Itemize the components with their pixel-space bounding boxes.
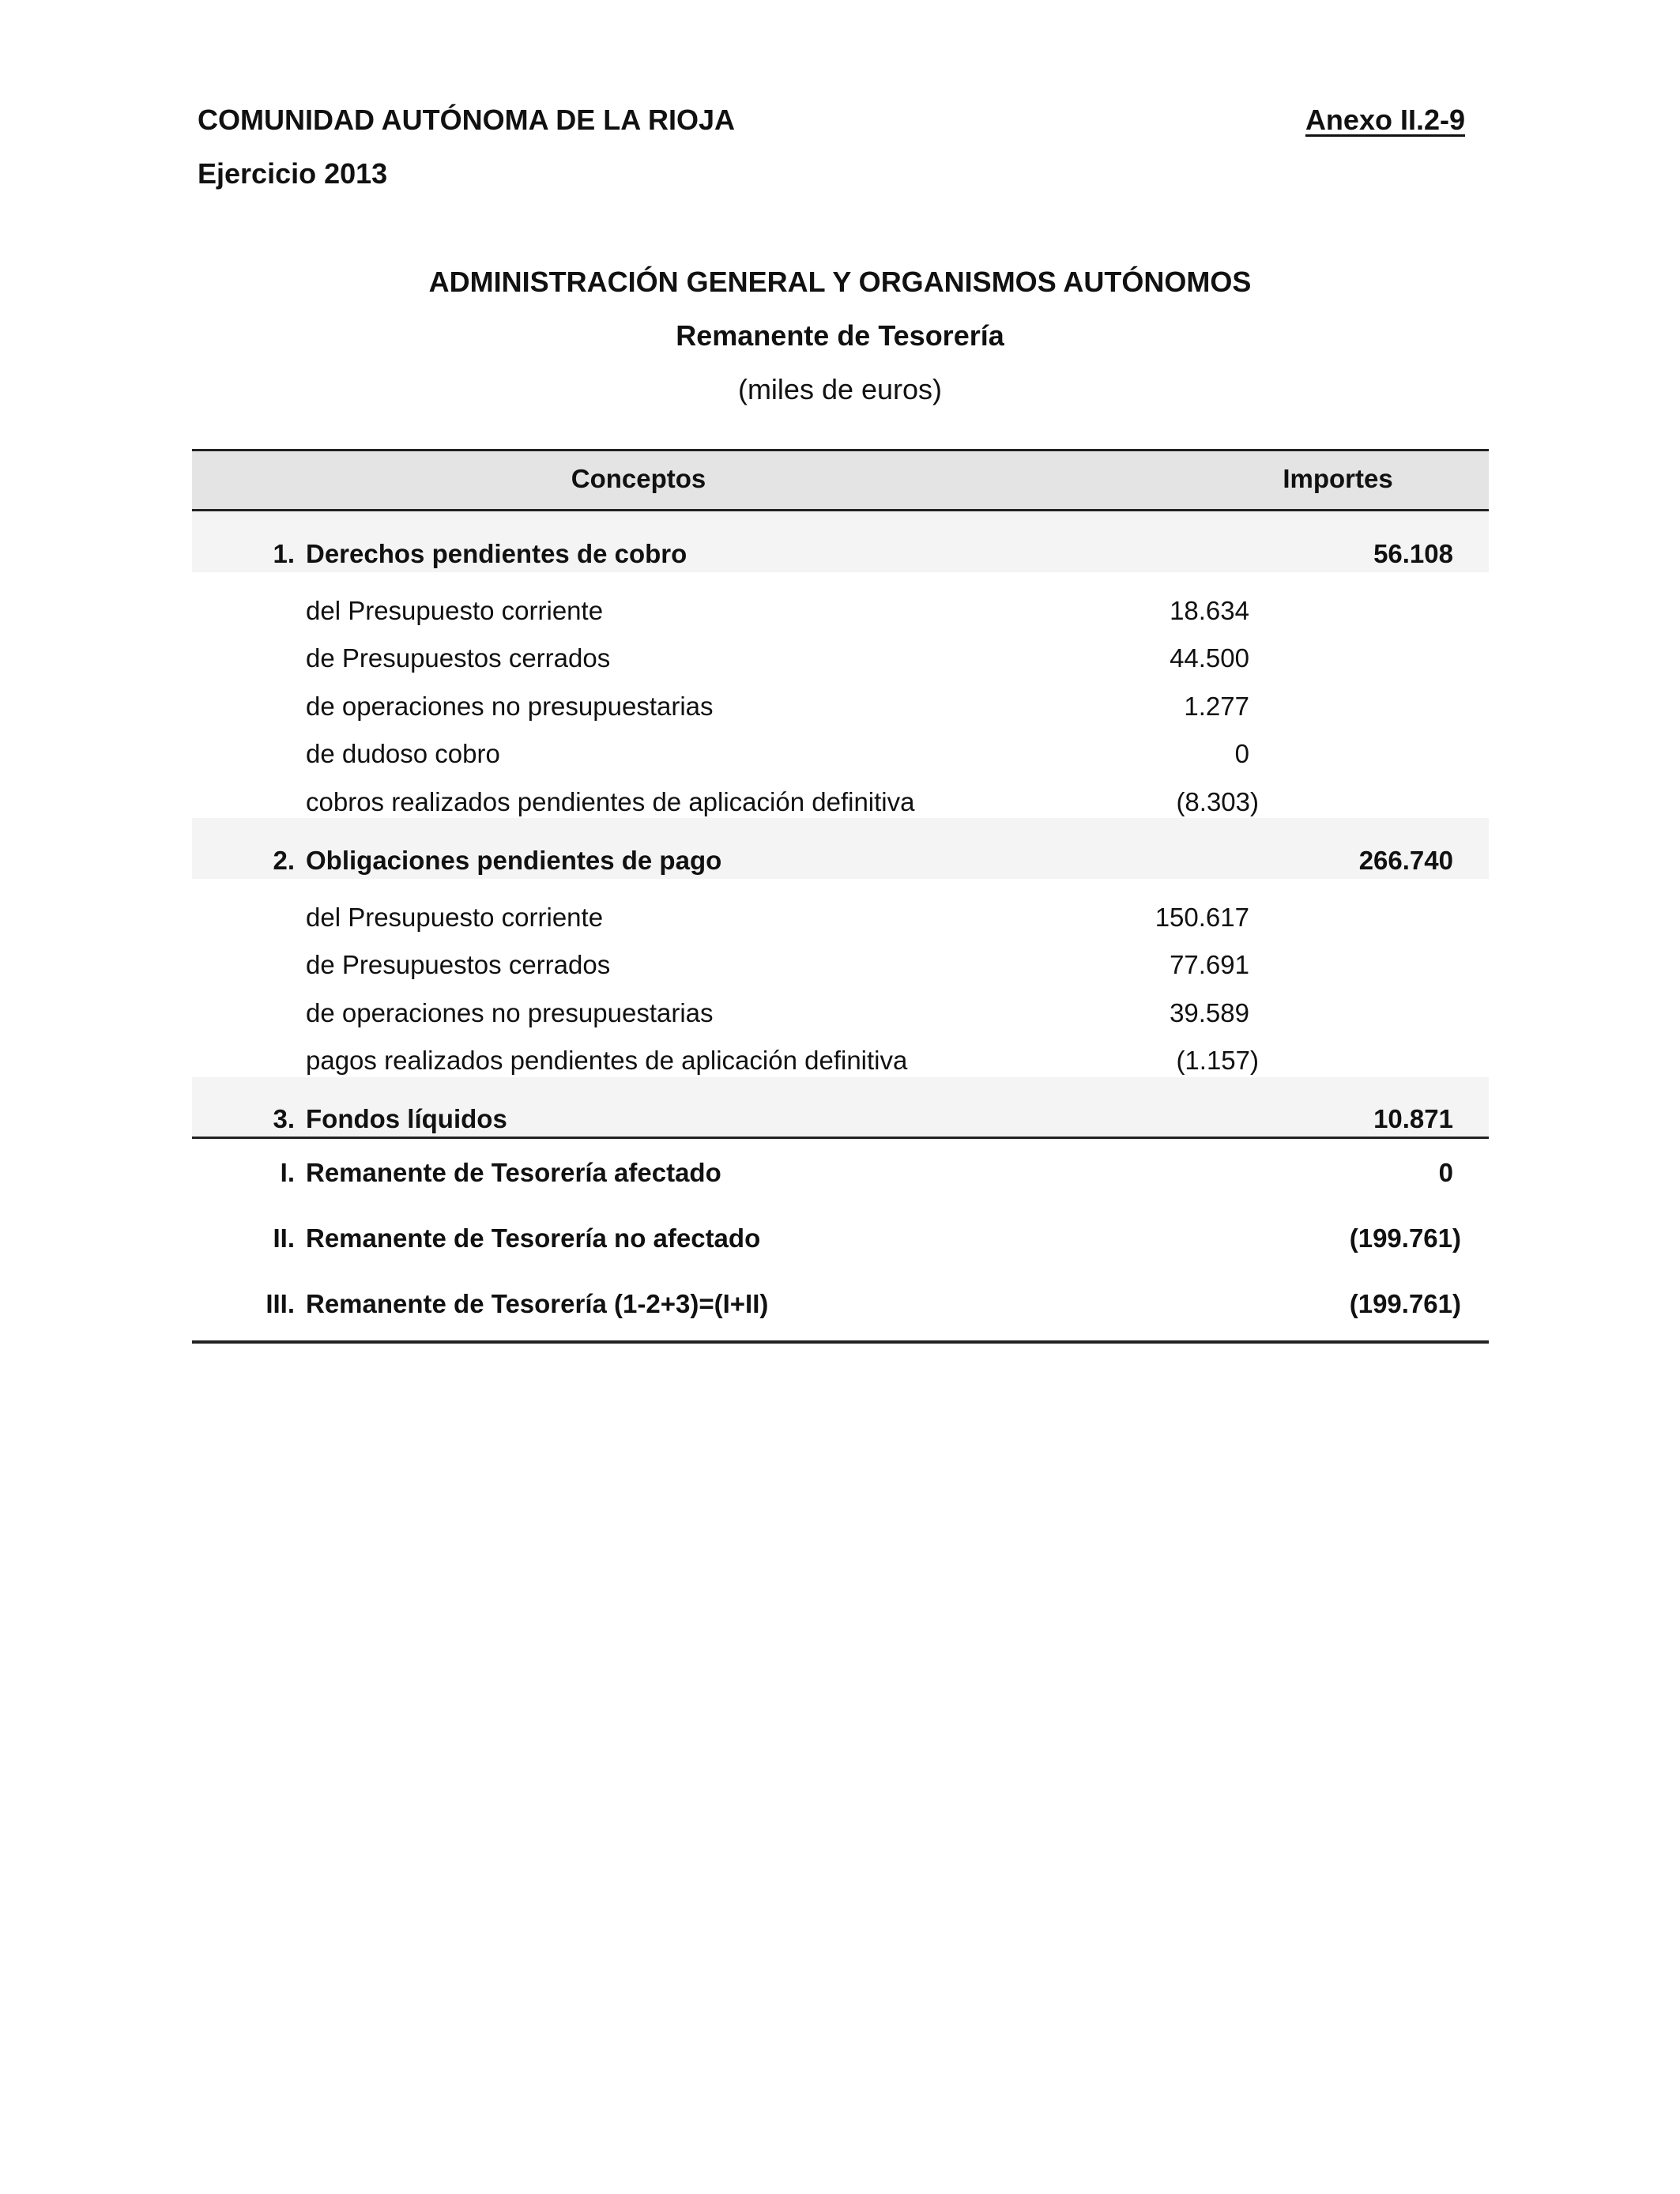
result-value: (199.761) <box>1349 1289 1461 1318</box>
result-label: Remanente de Tesorería afectado <box>306 1158 721 1187</box>
report-subtitle: Remanente de Tesorería <box>676 319 1004 352</box>
section-total: 56.108 <box>1373 539 1453 568</box>
item-label: de Presupuestos cerrados <box>306 643 611 673</box>
item-value: 0 <box>1234 739 1249 768</box>
item-label: de Presupuestos cerrados <box>306 950 611 979</box>
item-value: (1.157) <box>1176 1046 1259 1075</box>
section-number: 2. <box>273 846 295 875</box>
unit-note: (miles de euros) <box>737 373 943 405</box>
fiscal-year: Ejercicio 2013 <box>198 157 388 190</box>
result-number: III. <box>266 1289 295 1318</box>
result-label: Remanente de Tesorería (1-2+3)=(I+II) <box>306 1289 769 1318</box>
item-label: cobros realizados pendientes de aplicación definitiva <box>306 787 915 816</box>
item-label: de operaciones no presupuestarias <box>306 692 714 721</box>
report-title: ADMINISTRACIÓN GENERAL Y ORGANISMOS AUTÓNOMOS <box>428 266 1252 298</box>
annex-reference: Anexo II.2-9 <box>1305 104 1465 136</box>
item-label: del Presupuesto corriente <box>306 596 604 625</box>
section-label: Derechos pendientes de cobro <box>306 539 687 568</box>
section-number: 3. <box>273 1104 295 1133</box>
section-label: Obligaciones pendientes de pago <box>306 846 722 875</box>
result-number: II. <box>273 1223 295 1253</box>
item-value: 77.691 <box>1170 950 1249 979</box>
result-value: 0 <box>1438 1158 1453 1187</box>
entity-name: COMUNIDAD AUTÓNOMA DE LA RIOJA <box>198 104 735 136</box>
section-total: 10.871 <box>1373 1104 1453 1133</box>
totals-rule <box>192 1137 1489 1139</box>
table-top-rule <box>192 449 1489 451</box>
item-value: (8.303) <box>1176 787 1259 816</box>
item-label: pagos realizados pendientes de aplicación definitiva <box>306 1046 908 1075</box>
result-number: I. <box>280 1158 295 1187</box>
item-value: 18.634 <box>1170 596 1249 625</box>
section-label: Fondos líquidos <box>306 1104 507 1133</box>
item-value: 150.617 <box>1155 903 1249 932</box>
section-number: 1. <box>273 539 295 568</box>
item-label: de dudoso cobro <box>306 739 500 768</box>
column-header-concepts: Conceptos <box>571 464 706 493</box>
result-value: (199.761) <box>1349 1223 1461 1253</box>
column-header-amounts: Importes <box>1283 464 1393 493</box>
item-label: de operaciones no presupuestarias <box>306 998 714 1027</box>
item-value: 39.589 <box>1170 998 1249 1027</box>
result-label: Remanente de Tesorería no afectado <box>306 1223 761 1253</box>
item-value: 1.277 <box>1184 692 1249 721</box>
item-label: del Presupuesto corriente <box>306 903 604 932</box>
section-total: 266.740 <box>1358 846 1453 875</box>
item-value: 44.500 <box>1170 643 1249 673</box>
table-bottom-rule <box>192 1340 1489 1344</box>
